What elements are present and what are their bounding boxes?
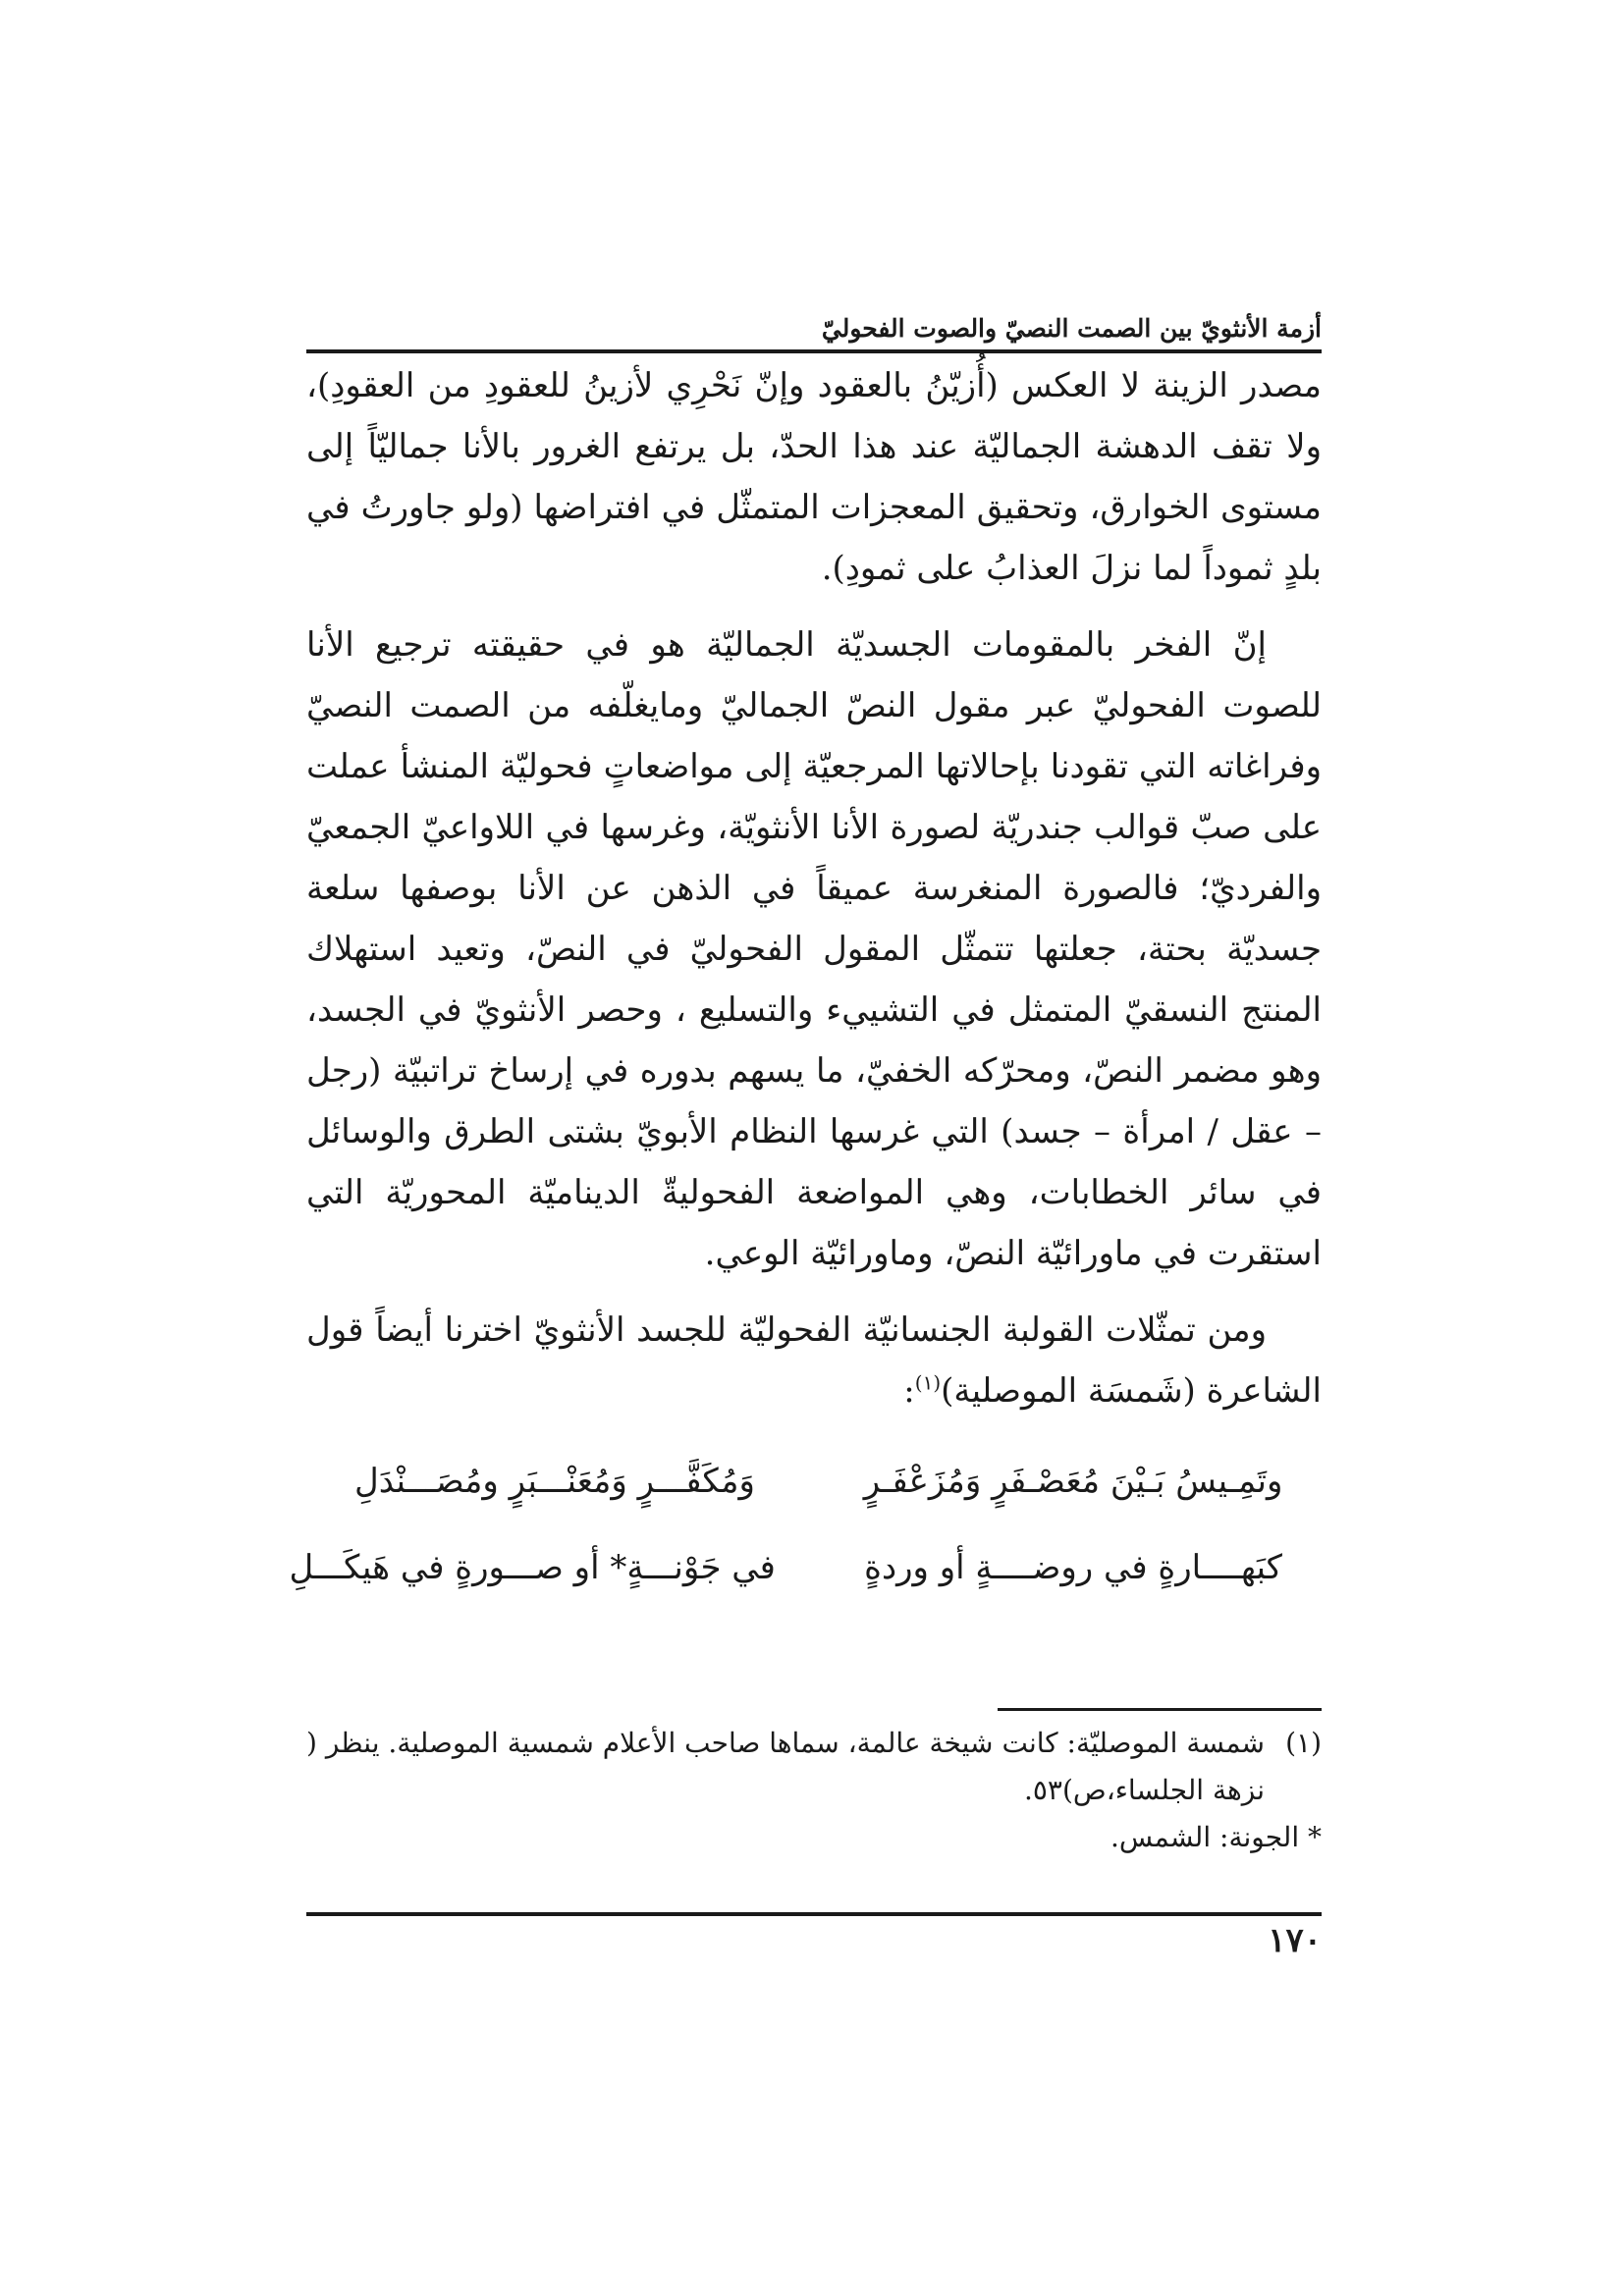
poem-intro-tail: : (903, 1371, 915, 1411)
book-page (289, 0, 1322, 2296)
poem-intro (306, 1300, 1322, 1421)
verse-first-hemistich: كبَهــــارةٍ في روضــــةٍ أو وردةٍ (864, 1548, 1282, 1587)
footnote (306, 1720, 1322, 1814)
poem-verse (289, 1524, 1322, 1611)
footer-rule (306, 1912, 1322, 1916)
verse-second-hemistich: في جَوْنـــةٍ* أو صـــورةٍ في هَيكَـــلِ (289, 1548, 776, 1587)
poem (289, 1438, 1322, 1611)
verse-first-hemistich: وتَمِـيسُ بَـيْنَ مُعَصْـفَرٍ وَمُزَعْفَـرٍ (863, 1462, 1283, 1501)
verse-second-hemistich: وَمُكَفَّـــرٍ وَمُعَنْـــبَرٍ ومُصَـــنْدَلِ (354, 1462, 755, 1501)
header-rule (306, 349, 1322, 353)
footnote (306, 1814, 1322, 1861)
footnote-marker: (١) (1285, 1727, 1322, 1759)
poem-verse (306, 1438, 1322, 1524)
paragraph-1: مصدر الزينة لا العكس (أُزيّنُ بالعقود وإنّ نَحْرِي لأزينُ للعقودِ من العقودِ)، ولا تقف الدهشة الجماليّة عند هذا الحدّ، بل يرتفع الغرور بالأنا جماليّاً إلى مستوى الخوارق، وتحقيق المعجزات المتمثّل في افتراضها (ولو جاورتُ في بلدٍ ثموداً لما نزلَ العذابُ على ثمودِ). (306, 366, 1322, 588)
paragraph-2: إنّ الفخر بالمقومات الجسديّة الجماليّة هو في حقيقته ترجيع الأنا للصوت الفحوليّ عبر مقول النصّ الجماليّ ومايغلّفه من الصمت النصيّ وفراغاته التي تقودنا بإحالاتها المرجعيّة إلى مواضعاتٍ فحوليّة المنشأ عملت على صبّ قوالب جندريّة لصورة الأنا الأنثويّة، وغرسها في اللاواعيّ الجمعيّ والفرديّ؛ فالصورة المنغرسة عميقاً في الذهن عن الأنا بوصفها سلعة جسديّة بحتة، جعلتها تتمثّل المقول الفحوليّ في النصّ، وتعيد استهلاك المنتج النسقيّ المتمثل في التشييء والتسليع ، وحصر الأنثويّ في الجسد، وهو مضمر النصّ، ومحرّكه الخفيّ، ما يسهم بدوره في إرساخ تراتبيّة (رجل – عقل / امرأة – جسد) التي غرسها النظام الأبويّ بشتى الطرق والوسائل في سائر الخطابات، وهي المواضعة الفحوليةّ الديناميّة المحوريّة التي استقرت في ماورائيّة النصّ، وماورائيّة الوعي. (306, 625, 1322, 1273)
page-number: ١٧٠ (1268, 1921, 1322, 1960)
footnotes (306, 1720, 1322, 1861)
footnote-separator (998, 1708, 1322, 1711)
footnote-text: شمسة الموصليّة: كانت شيخة عالمة، سماها صاحب الأعلام شمسية الموصلية. ينظر ( نزهة الجلساء،ص)٥٣. (306, 1727, 1265, 1806)
poem-intro-text: ومن تمثّلات القولبة الجنسانيّة الفحوليّة للجسد الأنثويّ اخترنا أيضاً قول الشاعرة (شَمسَة الموصلية) (306, 1310, 1322, 1411)
footnote-reference: (١) (914, 1370, 942, 1395)
running-head: أزمة الأنثويّ بين الصمت النصيّ والصوت الفحوليّ (821, 314, 1322, 343)
body-text (306, 355, 1322, 1421)
footnote-text: * الجونة: الشمس. (1110, 1821, 1322, 1853)
